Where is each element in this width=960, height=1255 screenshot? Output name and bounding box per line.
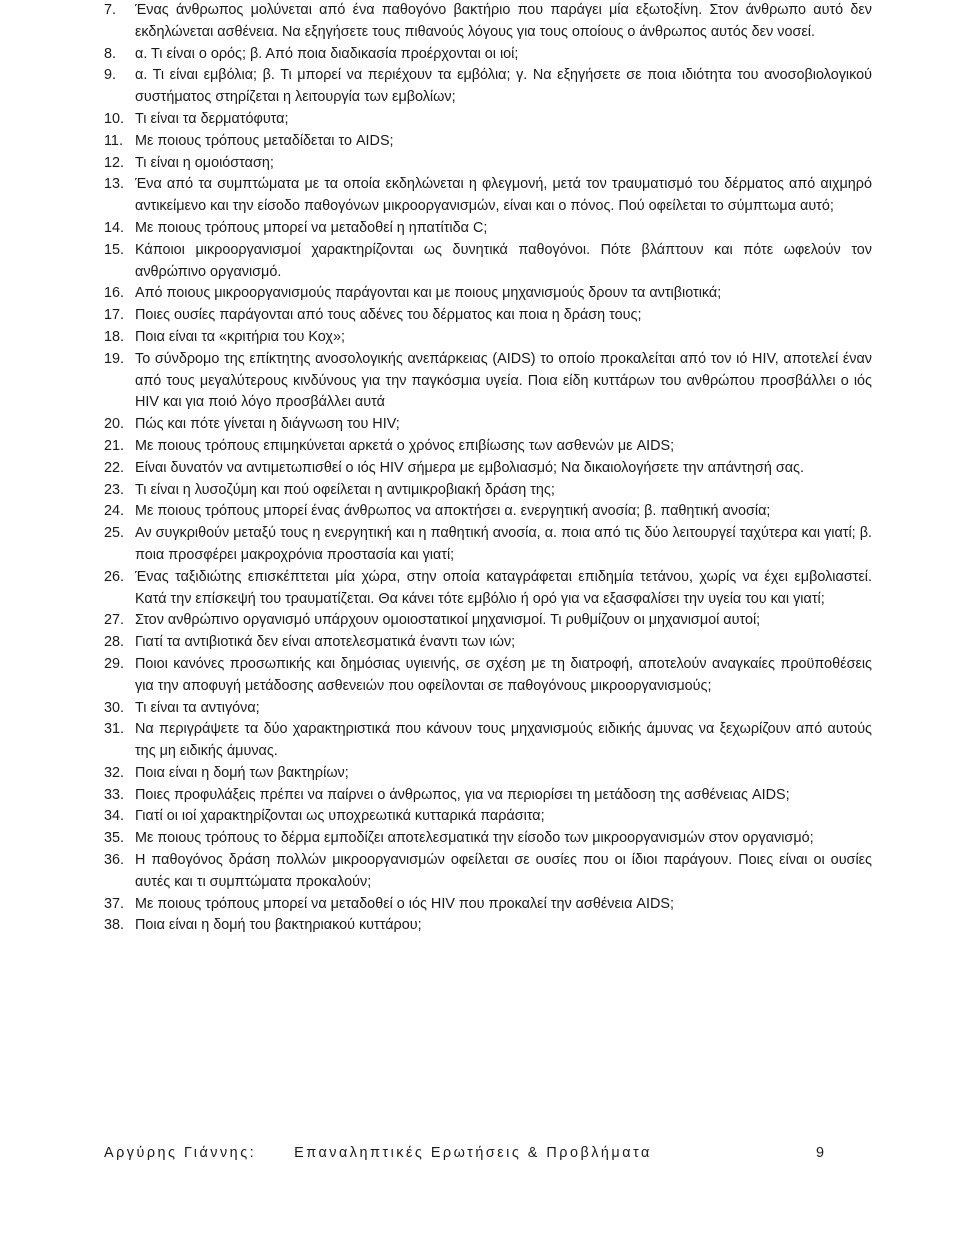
question-number: 20. <box>104 416 125 433</box>
question-text: Τι είναι η ομοιόσταση; <box>135 154 274 171</box>
question-text: Αν συγκριθούν μεταξύ τους η ενεργητική και η παθητική ανοσία, α. ποια από τις δύο λειτουργεί ταχύτερα και γιατί; β. ποια προσφέρει μακροχρόνια προστασία και γιατί; <box>135 525 872 563</box>
question-text: Να περιγράψετε τα δύο χαρακτηριστικά που κάνουν τους μηχανισμούς ειδικής άμυνας να ξεχωρίζουν από αυτούς της μη ειδικής άμυνας. <box>135 721 872 760</box>
question-number: 37. <box>104 895 125 912</box>
question-text: Ένας ταξιδιώτης επισκέπτεται μία χώρα, στην οποία καταγράφεται επιδημία τετάνου, χωρίς να έχει εμβολιαστεί. Κατά την επίσκεψή του τραυματίζεται. Θα κάνει τότε εμβόλιο ή ορό για να εξασφαλίσει την υγεία του και γιατί; <box>135 568 872 607</box>
question-item <box>96 414 872 436</box>
question-number: 28. <box>104 634 125 651</box>
question-number: 25. <box>104 525 125 542</box>
question-number: 33. <box>104 786 125 803</box>
question-item <box>96 610 872 632</box>
question-text: Με ποιους τρόπους μπορεί ένας άνθρωπος να αποκτήσει α. ενεργητική ανοσία; β. παθητική ανοσία; <box>135 503 771 520</box>
question-list <box>96 0 872 937</box>
question-text: Ποιες ουσίες παράγονται από τους αδένες του δέρματος και ποια η δράση τους; <box>135 307 642 324</box>
question-item <box>96 305 872 327</box>
question-text: Τι είναι τα δερματόφυτα; <box>135 110 289 127</box>
question-text: Ποια είναι η δομή του βακτηριακού κυττάρου; <box>135 917 422 934</box>
question-text: Τι είναι τα αντιγόνα; <box>135 699 260 716</box>
question-number: 26. <box>104 568 125 585</box>
question-item <box>96 698 872 720</box>
question-text: Τι είναι η λυσοζύμη και πού οφείλεται η αντιμικροβιακή δράση της; <box>135 481 555 498</box>
question-item <box>96 894 872 916</box>
question-item <box>96 806 872 828</box>
question-item <box>96 153 872 175</box>
question-number: 27. <box>104 612 125 629</box>
question-item <box>96 349 872 414</box>
question-text: Ένα από τα συμπτώματα με τα οποία εκδηλώνεται η φλεγμονή, μετά τον τραυματισμό του δέρματος από αιχμηρό αντικείμενο και την είσοδο παθογόνων μικροοργανισμών, είναι και ο πόνος. Πού οφείλεται το σύμπτωμα αυτό; <box>135 176 872 215</box>
question-number: 18. <box>104 328 125 345</box>
question-number: 36. <box>104 852 125 869</box>
question-item <box>96 327 872 349</box>
question-text: Κάποιοι μικροοργανισμοί χαρακτηρίζονται ως δυνητικά παθογόνοι. Πότε βλάπτουν και πότε ωφελούν τον ανθρώπινο οργανισμό. <box>135 241 872 280</box>
question-number: 9. <box>104 67 117 84</box>
question-item <box>96 131 872 153</box>
question-text: Είναι δυνατόν να αντιμετωπισθεί ο ιός HIV σήμερα με εμβολιασμό; Να δικαιολογήσετε την απάντησή σας. <box>135 459 804 476</box>
question-text: Στον ανθρώπινο οργανισμό υπάρχουν ομοιοστατικοί μηχανισμοί. Τι ρυθμίζουν οι μηχανισμοί αυτοί; <box>135 612 761 629</box>
question-item <box>96 719 872 763</box>
page-number: 9 <box>815 1145 824 1161</box>
footer-title: Επαναληπτικές Ερωτήσεις & Προβλήματα <box>294 1145 652 1161</box>
question-number: 11. <box>104 132 123 149</box>
question-number: 30. <box>104 699 125 716</box>
question-text: Γιατί τα αντιβιοτικά δεν είναι αποτελεσματικά έναντι των ιών; <box>135 634 516 651</box>
question-number: 23. <box>104 481 125 498</box>
question-text: Με ποιους τρόπους μεταδίδεται το AIDS; <box>135 132 394 149</box>
question-number: 10. <box>104 110 125 127</box>
question-item <box>96 109 872 131</box>
question-number: 17. <box>104 307 125 324</box>
question-text: Με ποιους τρόπους μπορεί να μεταδοθεί η ηπατίτιδα C; <box>135 219 488 236</box>
question-item <box>96 785 872 807</box>
question-text: Ποια είναι η δομή των βακτηρίων; <box>135 764 349 781</box>
question-text: α. Τι είναι εμβόλια; β. Τι μπορεί να περιέχουν τα εμβόλια; γ. Να εξηγήσετε σε ποια ιδιότητα του ανοσοβιολογικού συστήματος στηρίζεται η λειτουργία των εμβολίων; <box>135 67 872 106</box>
question-number: 12. <box>104 154 125 171</box>
question-item <box>96 436 872 458</box>
question-text: Ποιες προφυλάξεις πρέπει να παίρνει ο άνθρωπος, για να περιορίσει τη μετάδοση της ασθένειας AIDS; <box>135 786 790 803</box>
question-text: Γιατί οι ιοί χαρακτηρίζονται ως υποχρεωτικά κυτταρικά παράσιτα; <box>135 808 545 825</box>
question-item <box>96 501 872 523</box>
question-number: 34. <box>104 808 125 825</box>
question-text: Ποια είναι τα «κριτήρια του Κοχ»; <box>135 328 345 345</box>
question-number: 38. <box>104 917 125 934</box>
question-item <box>96 240 872 284</box>
question-text: Ένας άνθρωπος μολύνεται από ένα παθογόνο βακτήριο που παράγει μία εξωτοξίνη. Στον άνθρωπο αυτό δεν εκδηλώνεται ασθένεια. Να εξηγήσετε τους πιθανούς λόγους για τους οποίους ο άνθρωπος αυτός δεν νοσεί. <box>135 2 872 40</box>
question-item <box>96 523 872 567</box>
question-item <box>96 850 872 894</box>
question-item <box>96 632 872 654</box>
question-item <box>96 654 872 698</box>
question-item <box>96 174 872 218</box>
question-number: 22. <box>104 459 125 476</box>
question-number: 29. <box>104 655 125 672</box>
question-item <box>96 567 872 611</box>
question-text: Ποιοι κανόνες προσωπικής και δημόσιας υγιεινής, σε σχέση με τη διατροφή, αποτελούν αναγκαίες προϋποθέσεις για την αποφυγή μετάδοσης ασθενειών που οφείλονται σε παθογόνους μικροοργανισμούς; <box>135 655 872 694</box>
question-item <box>96 283 872 305</box>
question-item <box>96 763 872 785</box>
question-item <box>96 218 872 240</box>
question-number: 13. <box>104 176 125 193</box>
question-number: 24. <box>104 503 125 520</box>
question-number: 16. <box>104 285 125 302</box>
question-item <box>96 915 872 937</box>
question-text: Η παθογόνος δράση πολλών μικροοργανισμών οφείλεται σε ουσίες που οι ίδιοι παράγουν. Ποιες είναι οι ουσίες αυτές και τι συμπτώματα προκαλούν; <box>135 852 872 890</box>
question-item <box>96 458 872 480</box>
question-text: Με ποιους τρόπους επιμηκύνεται αρκετά ο χρόνος επιβίωσης των ασθενών με AIDS; <box>135 437 675 454</box>
question-number: 8. <box>104 45 117 62</box>
question-item <box>96 480 872 502</box>
question-text: Με ποιους τρόπους μπορεί να μεταδοθεί ο ιός HIV που προκαλεί την ασθένεια AIDS; <box>135 895 674 912</box>
question-text: Το σύνδρομο της επίκτητης ανοσολογικής ανεπάρκειας (AIDS) το οποίο προκαλείται από τον ιό HIV, αποτελεί έναν από τους μεγαλύτερους κινδύνους για την παγκόσμια υγεία. Ποια είδη κυττάρων του ανθρώπου προσβάλλει ο ιός HIV και για ποιό λόγο προσβάλλει αυτά <box>135 350 872 411</box>
question-number: 7. <box>104 2 117 18</box>
question-text: Πώς και πότε γίνεται η διάγνωση του HIV; <box>135 416 400 433</box>
question-number: 14. <box>104 219 125 236</box>
question-text: α. Τι είναι ο ορός; β. Από ποια διαδικασία προέρχονται οι ιοί; <box>135 45 519 62</box>
question-item <box>96 0 872 44</box>
question-number: 31. <box>104 721 125 738</box>
question-number: 19. <box>104 350 125 367</box>
question-item <box>96 65 872 109</box>
question-item <box>96 44 872 66</box>
question-text: Με ποιους τρόπους το δέρμα εμποδίζει αποτελεσματικά την είσοδο των μικροοργανισμών στον οργανισμό; <box>135 830 814 847</box>
question-number: 21. <box>104 437 125 454</box>
footer-author-title <box>104 1142 652 1164</box>
page-footer <box>104 1142 824 1164</box>
question-item <box>96 828 872 850</box>
question-text: Από ποιους μικροοργανισμούς παράγονται και με ποιους μηχανισμούς δρουν τα αντιβιοτικά; <box>135 285 722 302</box>
question-number: 32. <box>104 764 125 781</box>
footer-author: Αργύρης Γιάννης: <box>104 1145 257 1161</box>
question-number: 15. <box>104 241 125 258</box>
question-number: 35. <box>104 830 125 847</box>
